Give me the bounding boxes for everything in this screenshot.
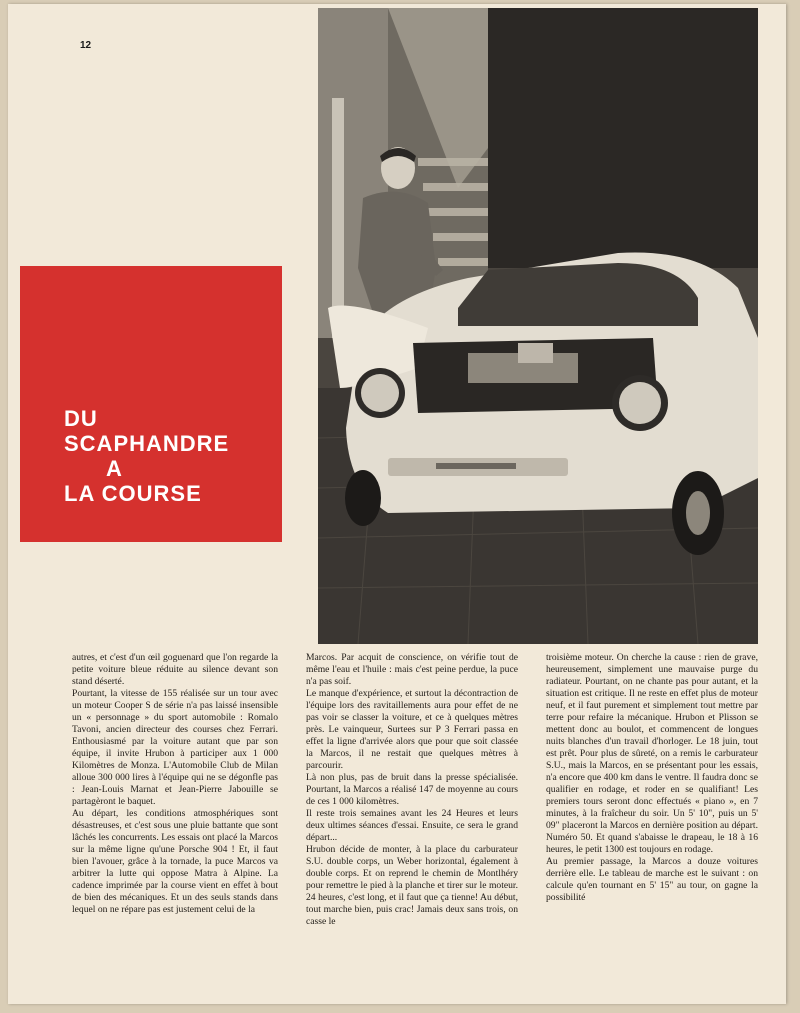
title-line: DU [64, 406, 98, 431]
article-column-2 [306, 652, 518, 1002]
paragraph: Au départ, les conditions atmosphériques sont désastreuses, et c'est sous une pluie battante que sont lâchés les concurrents. Les essais ont placé la Marcos sur la même ligne qu'une Porsche 904 ! Et, il faut bien l'avouer, grâce à la tornade, la puce Marcos va arbitrer la lutte qui oppose Matra à Alpine. La cadence imprimée par la course vient en effet à bout de bien des mécaniques. Et un des seuls stands dans lequel on ne répare pas est justement celui de la [72, 808, 278, 915]
car-photo-illustration [318, 8, 758, 644]
paragraph: Au premier passage, la Marcos a douze voitures derrière elle. Le tableau de marche est le suivant : on calcule qu'en tournant en 5' 15" au tour, on gagne la possibilité [546, 856, 758, 903]
paragraph: Pourtant, la vitesse de 155 réalisée sur un tour avec un moteur Cooper S de série n'a pas laissé insensible un « personnage » du sport automobile : Romalo Tavoni, ancien directeur des courses chez Ferrari. Enthousiasmé par la voiture autant que par son équipe, il invite Hrubon à participer aux 1 000 Kilomètres de Monza. L'Automobile Club de Milan alloue 300 000 lires à l'équipe qui ne se dégonfle pas : Jean-Louis Marnat et Jean-Pierre Jabouille se partagèront le baquet. [72, 688, 278, 807]
page-number: 12 [80, 40, 92, 51]
article-column-3 [546, 652, 758, 1002]
magazine-page [8, 4, 786, 1004]
title-block [20, 266, 282, 542]
paragraph: Il reste trois semaines avant les 24 Heures et leurs deux ultimes séances d'essai. Ensuite, ce sera le grand départ... [306, 808, 518, 843]
article-column-1 [72, 652, 278, 1002]
title-line: SCAPHANDRE [64, 431, 230, 456]
paragraph: troisième moteur. On cherche la cause : rien de grave, heureusement, simplement une mauvaise purge du radiateur. Pourtant, on ne chante pas pour autant, et la situation est critique. Il ne reste en effet plus de moteur neuf, et il faut purement et simplement tout mettre par terre pour refaire la mécanique. Hrubon et Plisson se mettent donc au boulot, et commencent de longues nuits blanches d'un travail d'horloger. Le 18 juin, tout est prêt. Pour plus de sûreté, on a remis le carburateur S.U., mais la Marcos, en se présentant pour les essais, n'a encore que 400 km dans le ventre. Il faudra donc se qualifier en rodage, et roder en se qualifiant! Les premiers tours seront donc effectués « piano », en 7 minutes, à la fraîcheur du soir. Un 5' 10", puis un 5' 09" placeront la Marcos en dernière position au départ. Numéro 50. Et quand s'abaisse le drapeau, le 18 à 16 heures, le petit 1300 est toujours en rodage. [546, 652, 758, 855]
car-photo [318, 8, 758, 644]
title-line: A [106, 456, 123, 481]
paragraph: Marcos. Par acquit de conscience, on vérifie tout de même l'eau et l'huile : mais c'est peine perdue, la puce n'a pas soif. [306, 652, 518, 687]
article-title [64, 406, 229, 506]
title-line: LA COURSE [64, 481, 202, 506]
paragraph: Là non plus, pas de bruit dans la presse spécialisée. Pourtant, la Marcos a réalisé 147 de moyenne au cours de ces 1 000 kilomètres. [306, 772, 518, 807]
paragraph: autres, et c'est d'un œil goguenard que l'on regarde la petite voiture bleue réduite au silence devant son stand déserté. [72, 652, 278, 687]
paragraph: Hrubon décide de monter, à la place du carburateur S.U. double corps, un Weber horizontal, également à double corps. Et on reprend le chemin de Montlhéry pour remettre le pied à la planche et tirer sur le moteur. 24 heures, c'est long, et il faut que ça tienne! Au début, tout marche bien, puis crac! Jamais deux sans trois, on casse le [306, 844, 518, 927]
paragraph: Le manque d'expérience, et surtout la décontraction de l'équipe lors des ravitaillements aura pour effet de ne pas voir se classer la voiture, et ce à quelques mètres près. Le vainqueur, Surtees sur P 3 Ferrari passa en effet la ligne d'arrivée alors que pour que soit classée la Marcos, il ne restait que quelques mètres à parcourir. [306, 688, 518, 771]
